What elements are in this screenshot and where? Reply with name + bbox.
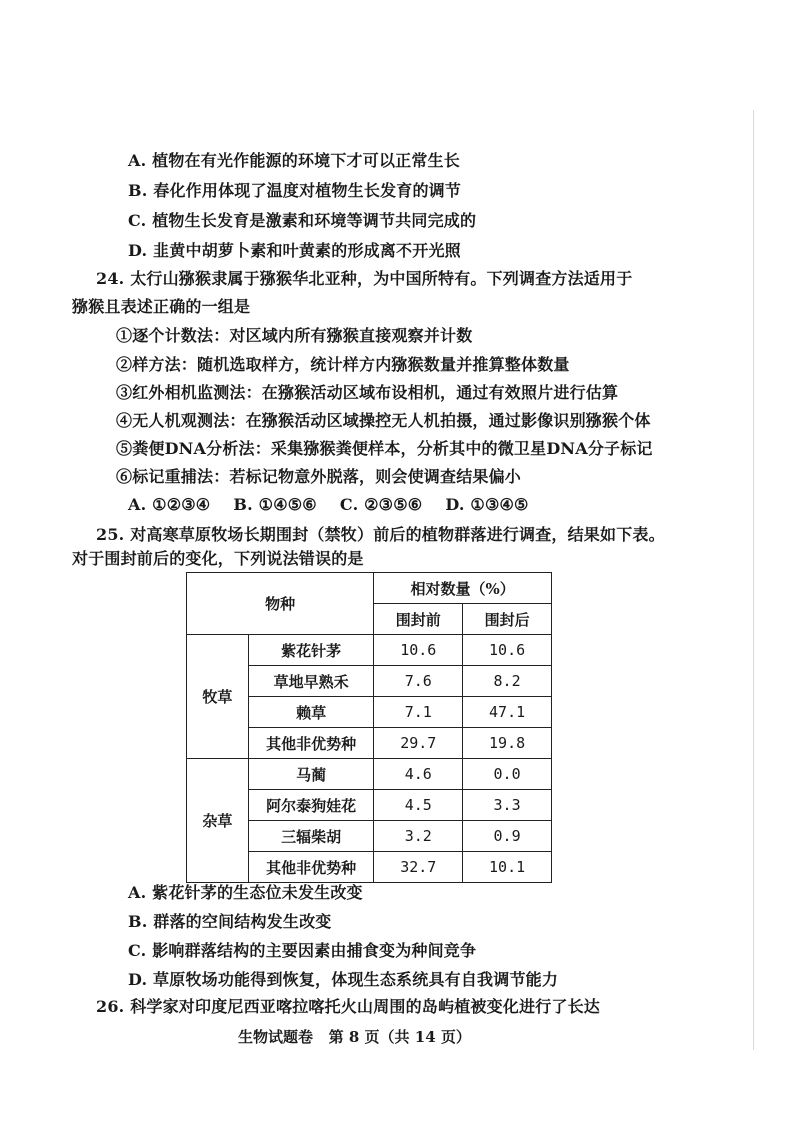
table-row [187, 759, 552, 790]
before-cell: 7.1 [374, 697, 463, 728]
after-cell: 3.3 [463, 790, 552, 821]
q25-stem-line-2: 对于围封前后的变化，下列说法错误的是 [72, 549, 364, 568]
species-cell: 其他非优势种 [248, 728, 374, 759]
species-cell: 紫花针茅 [248, 635, 374, 666]
before-cell: 3.2 [374, 821, 463, 852]
q24-statement-4: ④无人机观测法：在猕猴活动区域操控无人机拍摄，通过影像识别猕猴个体 [116, 411, 651, 430]
q26-stem-line-1: 26. 科学家对印度尼西亚喀拉喀托火山周围的岛屿植被变化进行了长达 [96, 997, 601, 1016]
q23-option-d: D. 韭黄中胡萝卜素和叶黄素的形成离不开光照 [128, 241, 461, 260]
header-after: 围封后 [463, 604, 552, 635]
q24-stem-line-2: 猕猴且表述正确的一组是 [72, 297, 251, 316]
header-species: 物种 [187, 573, 374, 635]
q25-option-b: B. 群落的空间结构发生改变 [128, 912, 332, 931]
species-cell: 赖草 [248, 697, 374, 728]
before-cell: 7.6 [374, 666, 463, 697]
before-cell: 10.6 [374, 635, 463, 666]
q25-option-c: C. 影响群落结构的主要因素由捕食变为种间竞争 [128, 941, 477, 960]
q25-option-a: A. 紫花针茅的生态位未发生改变 [128, 883, 363, 902]
after-cell: 10.1 [463, 852, 552, 883]
q24-statement-3: ③红外相机监测法：在猕猴活动区域布设相机，通过有效照片进行估算 [116, 383, 619, 402]
header-before: 围封前 [374, 604, 463, 635]
after-cell: 19.8 [463, 728, 552, 759]
q23-option-b: B. 春化作用体现了温度对植物生长发育的调节 [128, 181, 462, 200]
before-cell: 32.7 [374, 852, 463, 883]
q23-option-c: C. 植物生长发育是激素和环境等调节共同完成的 [128, 211, 477, 230]
before-cell: 29.7 [374, 728, 463, 759]
table-row [187, 635, 552, 666]
q25-option-d: D. 草原牧场功能得到恢复，体现生态系统具有自我调节能力 [128, 970, 559, 989]
species-cell: 阿尔泰狗娃花 [248, 790, 374, 821]
q24-options: A. ①②③④ B. ①④⑤⑥ C. ②③⑤⑥ D. ①③④⑤ [128, 495, 529, 514]
q24-statement-6: ⑥标记重捕法：若标记物意外脱落，则会使调查结果偏小 [116, 467, 522, 486]
after-cell: 10.6 [463, 635, 552, 666]
q23-option-a: A. 植物在有光作能源的环境下才可以正常生长 [128, 151, 460, 170]
species-cell: 草地早熟禾 [248, 666, 374, 697]
q24-statement-1: ①逐个计数法：对区域内所有猕猴直接观察并计数 [116, 326, 473, 345]
category-weed: 杂草 [187, 759, 249, 883]
after-cell: 47.1 [463, 697, 552, 728]
q24-statement-5: ⑤粪便DNA分析法：采集猕猴粪便样本，分析其中的微卫星DNA分子标记 [116, 439, 653, 458]
vegetation-table [186, 572, 552, 883]
species-cell: 其他非优势种 [248, 852, 374, 883]
species-cell: 马蔺 [248, 759, 374, 790]
after-cell: 8.2 [463, 666, 552, 697]
before-cell: 4.6 [374, 759, 463, 790]
page-edge-line [753, 110, 754, 1050]
q24-statement-2: ②样方法：随机选取样方，统计样方内猕猴数量并推算整体数量 [116, 355, 570, 374]
before-cell: 4.5 [374, 790, 463, 821]
q24-stem-line-1: 24. 太行山猕猴隶属于猕猴华北亚种，为中国所特有。下列调查方法适用于 [96, 269, 633, 288]
header-relative-amount: 相对数量（%） [374, 573, 552, 604]
after-cell: 0.0 [463, 759, 552, 790]
page-footer: 生物试题卷 第 8 页（共 14 页） [238, 1028, 471, 1046]
category-forage: 牧草 [187, 635, 249, 759]
q25-stem-line-1: 25. 对高寒草原牧场长期围封（禁牧）前后的植物群落进行调查，结果如下表。 [96, 525, 665, 544]
species-cell: 三辐柴胡 [248, 821, 374, 852]
after-cell: 0.9 [463, 821, 552, 852]
